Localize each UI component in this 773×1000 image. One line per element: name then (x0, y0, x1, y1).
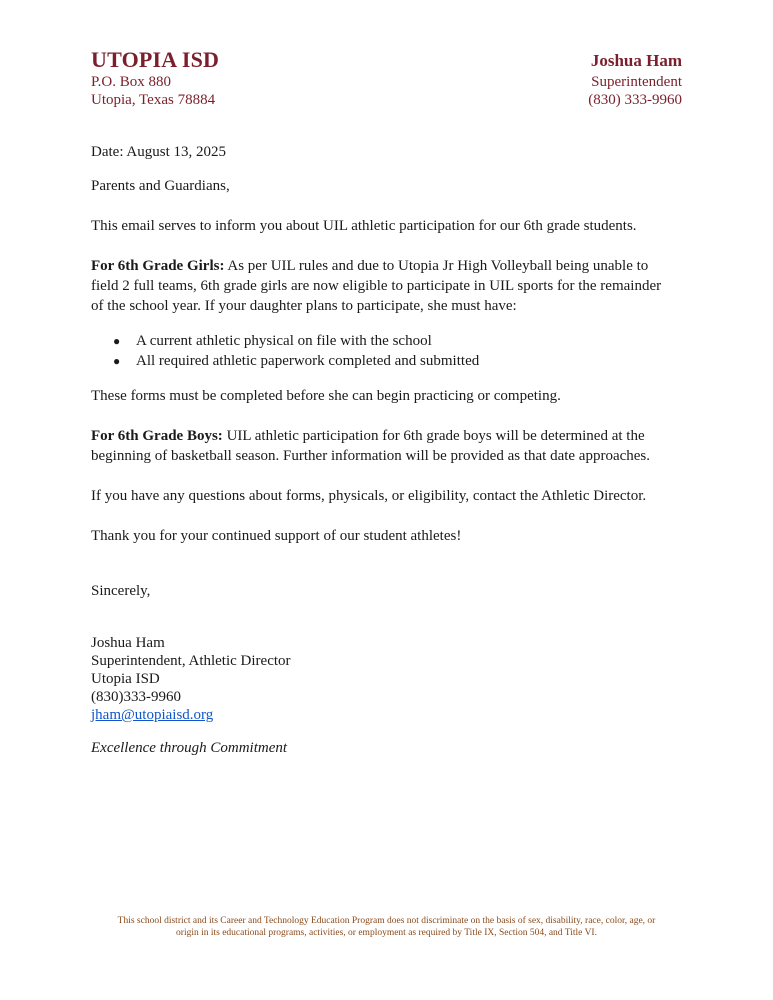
forms-note: These forms must be completed before she can begin practicing or competing. (91, 388, 561, 404)
letter-date: Date: August 13, 2025 (91, 144, 226, 160)
boys-text-1: UIL athletic participation for 6th grade boys will be determined at the (222, 428, 645, 444)
intro-block (91, 216, 691, 236)
district-name: UTOPIA ISD (91, 47, 220, 72)
bullet-icon: ● (113, 334, 121, 348)
letterhead-right (588, 51, 682, 109)
superintendent-title: Superintendent (591, 74, 682, 90)
girls-section (91, 256, 691, 316)
bullet-icon: ● (113, 354, 121, 368)
boys-line-2: beginning of basketball season. Further information will be provided as that date approaches. (91, 448, 651, 464)
intro-paragraph: This email serves to inform you about UIL athletic participation for our 6th grade students. (91, 218, 637, 234)
signature-block (91, 634, 291, 724)
salutation: Parents and Guardians, (91, 178, 230, 194)
girls-line-1 (91, 256, 691, 276)
girls-heading: For 6th Grade Girls: (91, 258, 225, 274)
footer-line-2: origin in its educational programs, activities, or employment as required by Title IX, Section 504, and Title VI. (176, 928, 597, 938)
girls-text-1: As per UIL rules and due to Utopia Jr High Volleyball being unable to (224, 258, 649, 274)
requirements-block (91, 331, 691, 371)
requirements-list (91, 331, 691, 371)
boys-heading: For 6th Grade Boys: (91, 428, 223, 444)
footer-line-1: This school district and its Career and Technology Education Program does not discriminate on the basis of sex, disability, race, color, age, or (117, 916, 656, 926)
girls-line-3: of the school year. If your daughter plans to participate, she must have: (91, 298, 517, 314)
email-link[interactable]: jham@utopiaisd.org (91, 707, 214, 723)
boys-section (91, 426, 691, 466)
questions-block (91, 486, 691, 506)
signature-title: Superintendent, Athletic Director (91, 653, 291, 669)
address-line-1: P.O. Box 880 (91, 74, 172, 90)
superintendent-name: Joshua Ham (590, 51, 682, 70)
list-item (91, 331, 691, 351)
letterhead-left (91, 47, 219, 109)
thanks-block (91, 526, 691, 546)
list-item (91, 351, 691, 371)
requirement-text: A current athletic physical on file with the school (136, 333, 432, 349)
signature-phone: (830)333-9960 (91, 689, 181, 705)
boys-line-1 (91, 426, 691, 446)
forms-note-block (91, 386, 691, 406)
closing: Sincerely, (91, 583, 151, 599)
superintendent-phone: (830) 333-9960 (588, 92, 682, 108)
signature-name: Joshua Ham (91, 635, 165, 651)
salutation-block (91, 176, 691, 196)
closing-block (91, 581, 691, 601)
requirement-text: All required athletic paperwork completed and submitted (136, 353, 480, 369)
address-line-2: Utopia, Texas 78884 (91, 92, 216, 108)
girls-line-2: field 2 full teams, 6th grade girls are now eligible to participate in UIL sports for the remainder (91, 278, 662, 294)
thanks-paragraph: Thank you for your continued support of our student athletes! (91, 528, 462, 544)
signature-org: Utopia ISD (91, 671, 160, 687)
district-motto: Excellence through Commitment (91, 740, 288, 756)
questions-paragraph: If you have any questions about forms, physicals, or eligibility, contact the Athletic Director. (91, 488, 647, 504)
nondiscrimination-footer (60, 915, 713, 939)
date-line (91, 142, 691, 162)
